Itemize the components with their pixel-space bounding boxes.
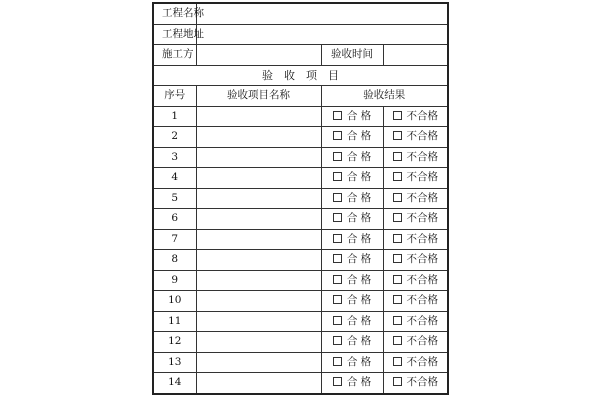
fail-label: 不合格 [406,253,438,265]
pass-label: 合 格 [346,212,372,224]
fail-label: 不合格 [406,294,438,306]
row-number: 10 [153,291,196,312]
row-number: 11 [153,311,196,332]
pass-option[interactable] [321,373,383,394]
item-name-field[interactable] [196,127,321,148]
pass-checkbox-icon[interactable] [333,193,342,202]
fail-option[interactable] [383,352,448,373]
fail-option[interactable] [383,188,448,209]
table-row [153,106,448,127]
pass-checkbox-icon[interactable] [333,111,342,120]
pass-label: 合 格 [346,335,372,347]
header-item-name: 验收项目名称 [196,86,321,107]
fail-checkbox-icon[interactable] [393,213,402,222]
fail-option[interactable] [383,168,448,189]
pass-label: 合 格 [346,273,372,286]
pass-label: 合 格 [346,130,372,142]
item-name-field[interactable] [196,147,321,168]
table-row [153,229,448,250]
contractor-row [153,45,448,66]
table-row [153,147,448,168]
pass-checkbox-icon[interactable] [333,295,342,304]
fail-option[interactable] [383,311,448,332]
table-row [153,352,448,373]
pass-label: 合 格 [346,253,372,265]
fail-option[interactable] [383,209,448,230]
fail-option[interactable] [383,250,448,271]
fail-label: 不合格 [406,130,438,142]
project-name-field[interactable] [196,3,448,24]
item-name-field[interactable] [196,352,321,373]
row-number: 1 [153,106,196,127]
pass-checkbox-icon[interactable] [333,254,342,263]
project-address-field[interactable] [196,24,448,45]
contractor-label: 施工方 [153,45,196,66]
pass-option[interactable] [321,291,383,312]
pass-label: 合 格 [346,355,372,368]
pass-label: 合 格 [346,150,372,163]
row-number: 13 [153,352,196,373]
fail-label: 不合格 [406,191,438,204]
fail-checkbox-icon[interactable] [393,172,402,181]
project-name-label: 工程名称 [153,3,196,24]
pass-label: 合 格 [346,109,372,122]
fail-option[interactable] [383,270,448,291]
fail-label: 不合格 [406,273,438,286]
fail-label: 不合格 [406,355,438,368]
pass-label: 合 格 [346,314,372,327]
pass-option[interactable] [321,229,383,250]
row-number: 5 [153,188,196,209]
item-name-field[interactable] [196,229,321,250]
fail-label: 不合格 [406,212,438,224]
header-no: 序号 [153,86,196,107]
table-row [153,250,448,271]
fail-label: 不合格 [406,314,438,327]
fail-label: 不合格 [406,150,438,163]
fail-checkbox-icon[interactable] [393,357,402,366]
item-name-field[interactable] [196,311,321,332]
pass-option[interactable] [321,332,383,353]
pass-label: 合 格 [346,232,372,245]
pass-checkbox-icon[interactable] [333,316,342,325]
row-number: 4 [153,168,196,189]
pass-checkbox-icon[interactable] [333,336,342,345]
fail-checkbox-icon[interactable] [393,234,402,243]
table-row [153,332,448,353]
row-number: 3 [153,147,196,168]
item-name-field[interactable] [196,168,321,189]
pass-label: 合 格 [346,191,372,204]
item-name-field[interactable] [196,373,321,394]
item-name-field[interactable] [196,250,321,271]
pass-option[interactable] [321,147,383,168]
pass-option[interactable] [321,106,383,127]
fail-checkbox-icon[interactable] [393,377,402,386]
table-row [153,311,448,332]
fail-label: 不合格 [406,109,438,122]
pass-option[interactable] [321,270,383,291]
fail-checkbox-icon[interactable] [393,193,402,202]
item-name-field[interactable] [196,332,321,353]
row-number: 8 [153,250,196,271]
fail-label: 不合格 [406,376,438,388]
table-header-row [153,86,448,107]
acceptance-form-table [152,2,449,395]
table-row [153,188,448,209]
fail-checkbox-icon[interactable] [393,152,402,161]
row-number: 6 [153,209,196,230]
row-number: 2 [153,127,196,148]
row-number: 7 [153,229,196,250]
table-row [153,291,448,312]
pass-checkbox-icon[interactable] [333,234,342,243]
pass-checkbox-icon[interactable] [333,131,342,140]
fail-option[interactable] [383,147,448,168]
project-address-label: 工程地址 [153,24,196,45]
pass-label: 合 格 [346,294,372,306]
project-name-row [153,3,448,24]
pass-checkbox-icon[interactable] [333,172,342,181]
item-name-field[interactable] [196,106,321,127]
acceptance-form [152,2,447,395]
pass-option[interactable] [321,352,383,373]
table-row [153,168,448,189]
pass-option[interactable] [321,209,383,230]
project-address-row [153,24,448,45]
pass-option[interactable] [321,127,383,148]
fail-option[interactable] [383,229,448,250]
table-row [153,209,448,230]
pass-checkbox-icon[interactable] [333,275,342,284]
contractor-field[interactable] [196,45,321,66]
fail-checkbox-icon[interactable] [393,131,402,140]
item-name-field[interactable] [196,209,321,230]
row-number: 12 [153,332,196,353]
fail-checkbox-icon[interactable] [393,275,402,284]
fail-checkbox-icon[interactable] [393,316,402,325]
pass-label: 合 格 [346,171,372,183]
fail-option[interactable] [383,291,448,312]
pass-option[interactable] [321,311,383,332]
fail-label: 不合格 [406,232,438,245]
fail-option[interactable] [383,106,448,127]
item-name-field[interactable] [196,188,321,209]
fail-label: 不合格 [406,171,438,183]
fail-option[interactable] [383,332,448,353]
pass-checkbox-icon[interactable] [333,152,342,161]
item-name-field[interactable] [196,270,321,291]
table-row [153,373,448,394]
table-row [153,270,448,291]
pass-option[interactable] [321,188,383,209]
fail-checkbox-icon[interactable] [393,111,402,120]
pass-label: 合 格 [346,376,372,388]
acceptance-time-label: 验收时间 [321,45,383,66]
pass-checkbox-icon[interactable] [333,357,342,366]
pass-checkbox-icon[interactable] [333,213,342,222]
fail-option[interactable] [383,373,448,394]
fail-option[interactable] [383,127,448,148]
pass-option[interactable] [321,168,383,189]
row-number: 9 [153,270,196,291]
fail-checkbox-icon[interactable] [393,336,402,345]
acceptance-time-field[interactable] [383,45,448,66]
section-title-row [153,65,448,86]
fail-checkbox-icon[interactable] [393,295,402,304]
header-result: 验收结果 [321,86,448,107]
row-number: 14 [153,373,196,394]
section-title: 验收项目 [153,65,448,86]
fail-label: 不合格 [406,335,438,347]
fail-checkbox-icon[interactable] [393,254,402,263]
pass-checkbox-icon[interactable] [333,377,342,386]
table-row [153,127,448,148]
item-name-field[interactable] [196,291,321,312]
pass-option[interactable] [321,250,383,271]
